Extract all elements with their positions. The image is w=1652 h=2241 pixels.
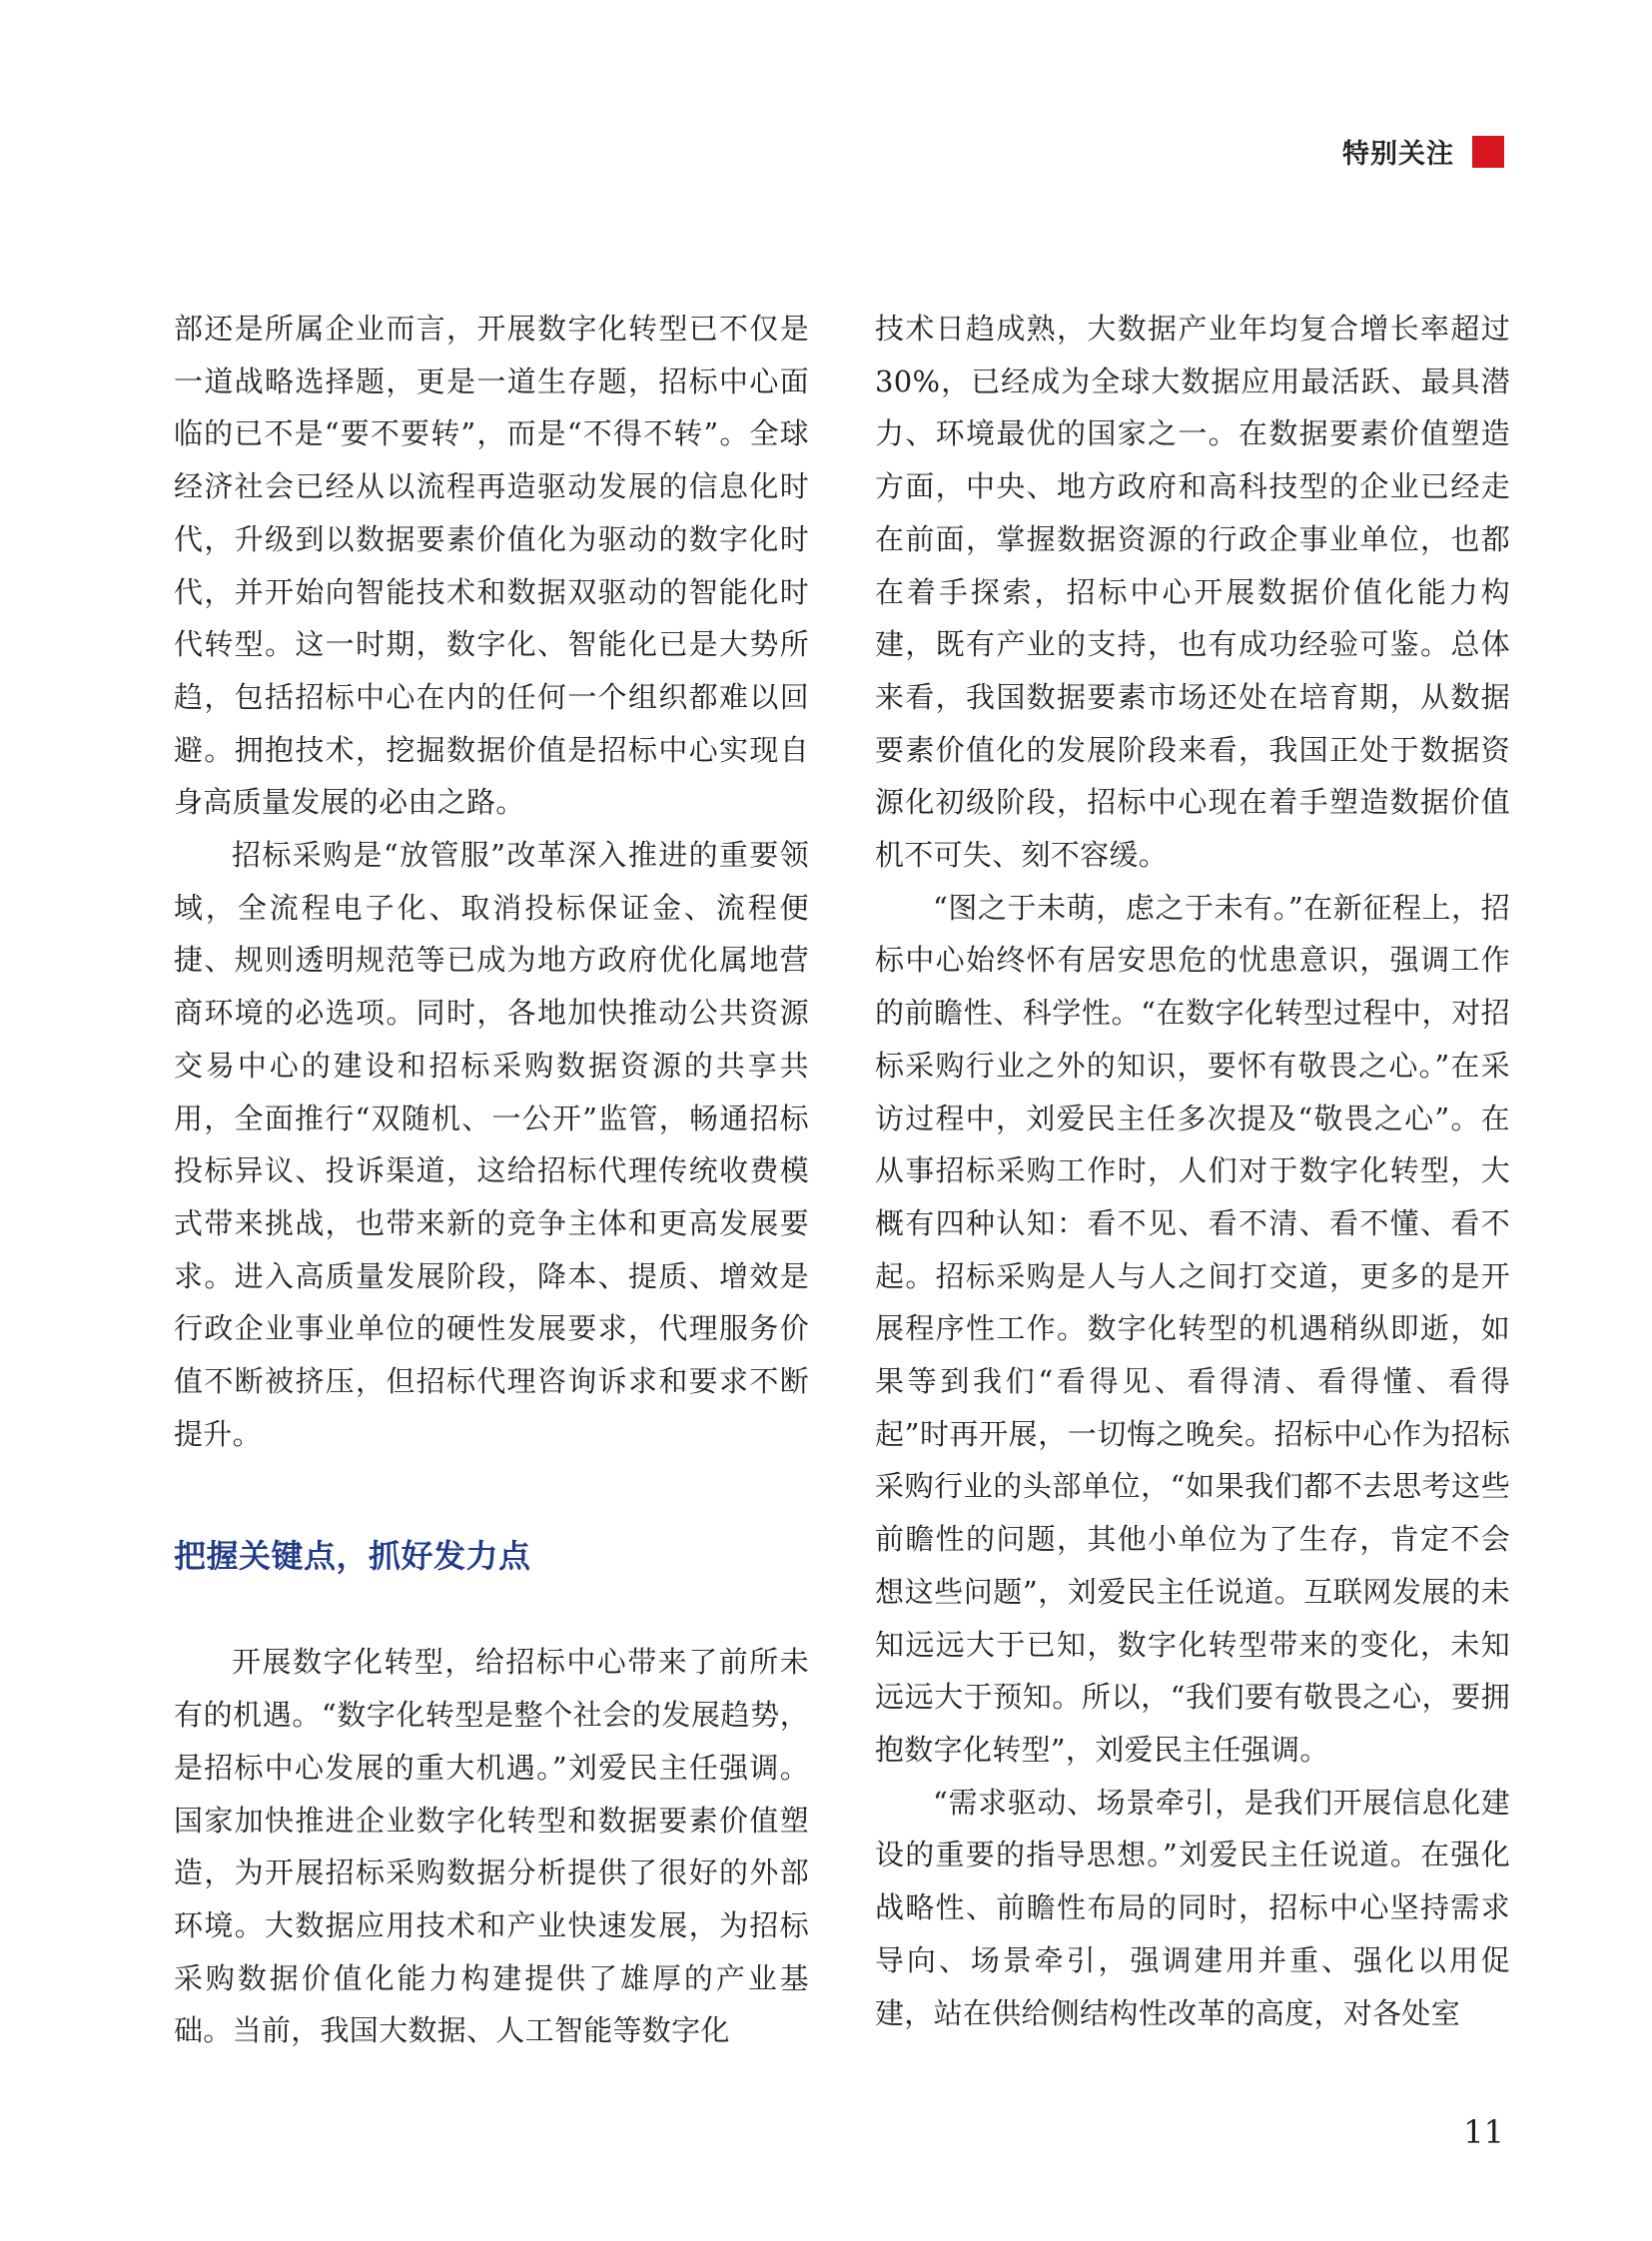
- page-header: [1342, 132, 1504, 171]
- section-heading: 把握关键点，抓好发力点: [174, 1537, 531, 1576]
- section-marker-square: [1472, 136, 1504, 168]
- right-column: [875, 303, 1510, 2039]
- left-column: [174, 303, 809, 2057]
- page-number: 11: [1463, 2113, 1504, 2151]
- paragraph: 部还是所属企业而言，开展数字化转型已不仅是一道战略选择题，更是一道生存题，招标中心面临的已不是“要不要转”，而是“不得不转”。全球经济社会已经从以流程再造驱动发展的信息化时代，升级到以数据要素价值化为驱动的数字化时代，并开始向智能技术和数据双驱动的智能化时代转型。这一时期，数字化、智能化已是大势所趋，包括招标中心在内的任何一个组织都难以回避。拥抱技术，挖掘数据价值是招标中心实现自身高质量发展的必由之路。: [174, 312, 809, 820]
- paragraph: “图之于未萌，虑之于未有。”在新征程上，招标中心始终怀有居安思危的忧患意识，强调工作的前瞻性、科学性。“在数字化转型过程中，对招标采购行业之外的知识，要怀有敬畏之心。”在采访过程中，刘爱民主任多次提及“敬畏之心”。在从事招标采购工作时，人们对于数字化转型，大概有四种认知：看不见、看不清、看不懂、看不起。招标采购是人与人之间打交道，更多的是开展程序性工作。数字化转型的机遇稍纵即逝，如果等到我们“看得见、看得清、看得懂、看得起”时再开展，一切悔之晚矣。招标中心作为招标采购行业的头部单位，“如果我们都不去思考这些前瞻性的问题，其他小单位为了生存，肯定不会想这些问题”，刘爱民主任说道。互联网发展的未知远远大于已知，数字化转型带来的变化，未知远远大于预知。所以，“我们要有敬畏之心，要拥抱数字化转型”，刘爱民主任强调。: [875, 890, 1510, 1767]
- paragraph: “需求驱动、场景牵引，是我们开展信息化建设的重要的指导思想。”刘爱民主任说道。在强化战略性、前瞻性布局的同时，招标中心坚持需求导向、场景牵引，强调建用并重、强化以用促建，站在供给侧结构性改革的高度，对各处室: [875, 1785, 1510, 2030]
- paragraph: 开展数字化转型，给招标中心带来了前所未有的机遇。“数字化转型是整个社会的发展趋势，是招标中心发展的重大机遇。”刘爱民主任强调。国家加快推进企业数字化转型和数据要素价值塑造，为开展招标采购数据分析提供了很好的外部环境。大数据应用技术和产业快速发展，为招标采购数据价值化能力构建提供了雄厚的产业基础。当前，我国大数据、人工智能等数字化: [174, 1645, 809, 2048]
- paragraph: 招标采购是“放管服”改革深入推进的重要领域，全流程电子化、取消投标保证金、流程便捷、规则透明规范等已成为地方政府优化属地营商环境的必选项。同时，各地加快推动公共资源交易中心的建设和招标采购数据资源的共享共用，全面推行“双随机、一公开”监管，畅通招标投标异议、投诉渠道，这给招标代理传统收费模式带来挑战，也带来新的竞争主体和更高发展要求。进入高质量发展阶段，降本、提质、增效是行政企业事业单位的硬性发展要求，代理服务价值不断被挤压，但招标代理咨询诉求和要求不断提升。: [174, 838, 809, 1451]
- section-label: 特别关注: [1342, 139, 1454, 170]
- paragraph: 技术日趋成熟，大数据产业年均复合增长率超过30%，已经成为全球大数据应用最活跃、最具潜力、环境最优的国家之一。在数据要素价值塑造方面，中央、地方政府和高科技型的企业已经走在前面，掌握数据资源的行政企事业单位，也都在着手探索，招标中心开展数据价值化能力构建，既有产业的支持，也有成功经验可鉴。总体来看，我国数据要素市场还处在培育期，从数据要素价值化的发展阶段来看，我国正处于数据资源化初级阶段，招标中心现在着手塑造数据价值机不可失、刻不容缓。: [875, 312, 1510, 873]
